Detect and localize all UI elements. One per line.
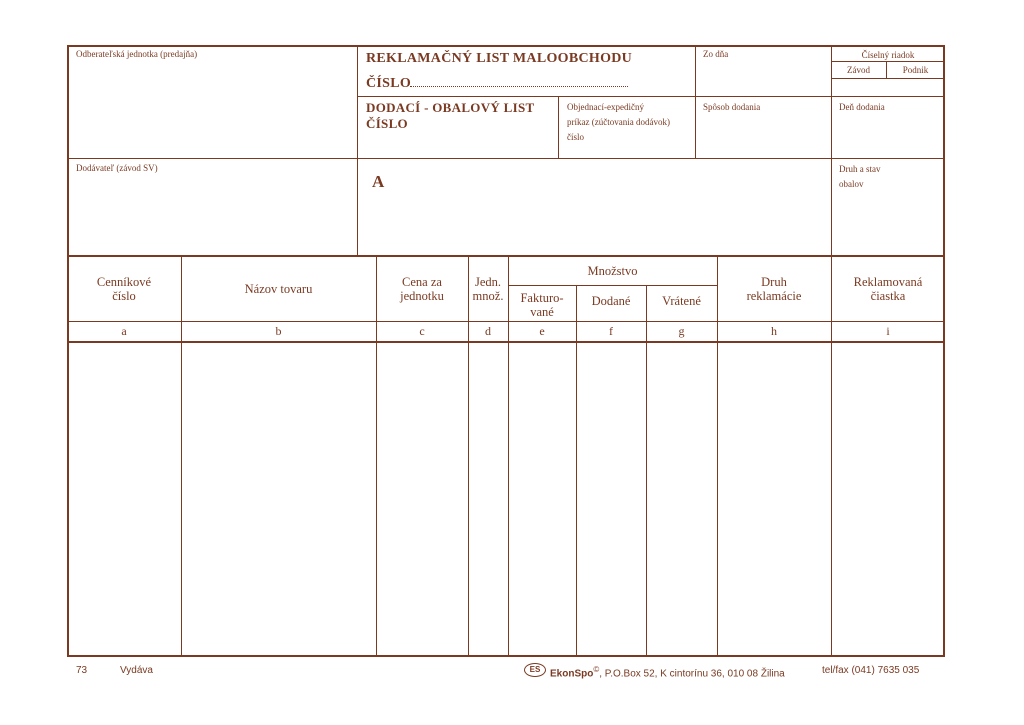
cena-line1: Cena za <box>402 275 442 289</box>
divider-v1 <box>357 45 358 255</box>
col-vratene-header: Vrátené <box>662 294 701 308</box>
den-dodania-label: Deň dodania <box>839 102 885 112</box>
page-number: 73 <box>76 665 88 676</box>
cislo-label-2: ČÍSLO <box>366 116 408 131</box>
form-frame <box>67 45 945 657</box>
druh-line2: reklamácie <box>746 289 802 303</box>
ciselny-line1 <box>831 61 945 62</box>
odberatel-label: Odberateľská jednotka (predajňa) <box>76 49 198 59</box>
zavod-label: Závod <box>847 65 870 75</box>
druh-line1: Druh <box>761 275 787 289</box>
druh-stav-label: Druh a stav <box>839 164 881 174</box>
cislo-label-1: ČÍSLO <box>366 76 412 91</box>
divider-v4 <box>558 96 559 158</box>
divider-row1 <box>67 158 945 159</box>
jedn-line1: Jedn. <box>474 275 502 289</box>
col-cennikove-header <box>67 275 181 303</box>
divider-mid <box>357 96 945 97</box>
vydava-label: Vydáva <box>120 665 153 676</box>
col-line-cd <box>468 255 469 657</box>
dodaci-label: DODACÍ - OBALOVÝ LIST <box>366 100 535 115</box>
col-letter-e: e <box>539 324 545 338</box>
fakt-line2: vané <box>530 305 554 319</box>
prikaz-label: príkaz (zúčtovania dodávok) <box>567 117 670 127</box>
divider-row2 <box>67 255 945 257</box>
ciselny-riadok-label: Číselný riadok <box>861 50 915 60</box>
cennikove-line2: číslo <box>112 289 136 303</box>
logo-letters: ES <box>529 665 541 674</box>
col-letter-a: a <box>121 324 127 338</box>
letters-bottom <box>67 341 945 343</box>
col-jedn-header <box>468 275 508 303</box>
brand-name: EkonSpo <box>550 668 594 680</box>
divider-v2 <box>695 45 696 158</box>
col-letter-f: f <box>609 324 613 338</box>
cislo-small-label: číslo <box>567 132 584 142</box>
col-line-fg <box>646 285 647 657</box>
ciselny-line2 <box>831 78 945 79</box>
publisher-tel: tel/fax (041) 7635 035 <box>822 665 920 676</box>
ekonspo-logo-icon <box>524 663 546 677</box>
divider-v3 <box>831 45 832 255</box>
podnik-label: Podnik <box>902 65 929 75</box>
col-line-ab <box>181 255 182 657</box>
col-letter-h: h <box>771 324 777 338</box>
col-line-gh <box>717 255 718 657</box>
col-letter-b: b <box>275 324 282 338</box>
col-reklamovana-header <box>831 275 945 303</box>
col-fakturovane-header <box>508 291 576 319</box>
col-line-hi <box>831 255 832 657</box>
header-bottom <box>67 321 945 322</box>
publisher-address: , P.O.Box 52, K cintorínu 36, 010 08 Žilina <box>599 668 785 680</box>
col-line-ef <box>576 285 577 657</box>
fakt-line1: Fakturo- <box>520 291 564 305</box>
objednaci-label: Objednací-expedičný <box>567 102 644 112</box>
rekl-line2: čiastka <box>870 289 906 303</box>
col-nazov-header: Názov tovaru <box>244 282 313 296</box>
mnozstvo-line <box>508 285 717 286</box>
col-letter-i: i <box>886 324 890 338</box>
cennikove-line1: Cenníkové <box>96 275 152 289</box>
cislo-dotted-line <box>410 86 628 87</box>
form-title: REKLAMAČNÝ LIST MALOOBCHODU <box>366 51 633 66</box>
col-line-bc <box>376 255 377 657</box>
zo-dna-label: Zo dňa <box>703 49 729 59</box>
dodavatel-label: Dodávateľ (závod SV) <box>76 163 158 173</box>
footer-publisher <box>550 665 785 679</box>
cena-line2: jednotku <box>400 289 444 303</box>
col-letter-g: g <box>678 324 685 338</box>
col-dodane-header: Dodané <box>591 294 631 308</box>
col-mnozstvo-header: Množstvo <box>587 264 638 278</box>
rekl-line1: Reklamovaná <box>853 275 923 289</box>
obalov-label: obalov <box>839 179 864 189</box>
col-letter-d: d <box>485 324 491 338</box>
jedn-line2: množ. <box>472 289 504 303</box>
sposob-label: Spôsob dodania <box>703 102 761 112</box>
col-cena-header <box>376 275 468 303</box>
copyright-mark: © <box>593 665 600 674</box>
col-druh-header <box>717 275 831 303</box>
col-letter-c: c <box>419 324 425 338</box>
a-mark: A <box>372 172 385 191</box>
